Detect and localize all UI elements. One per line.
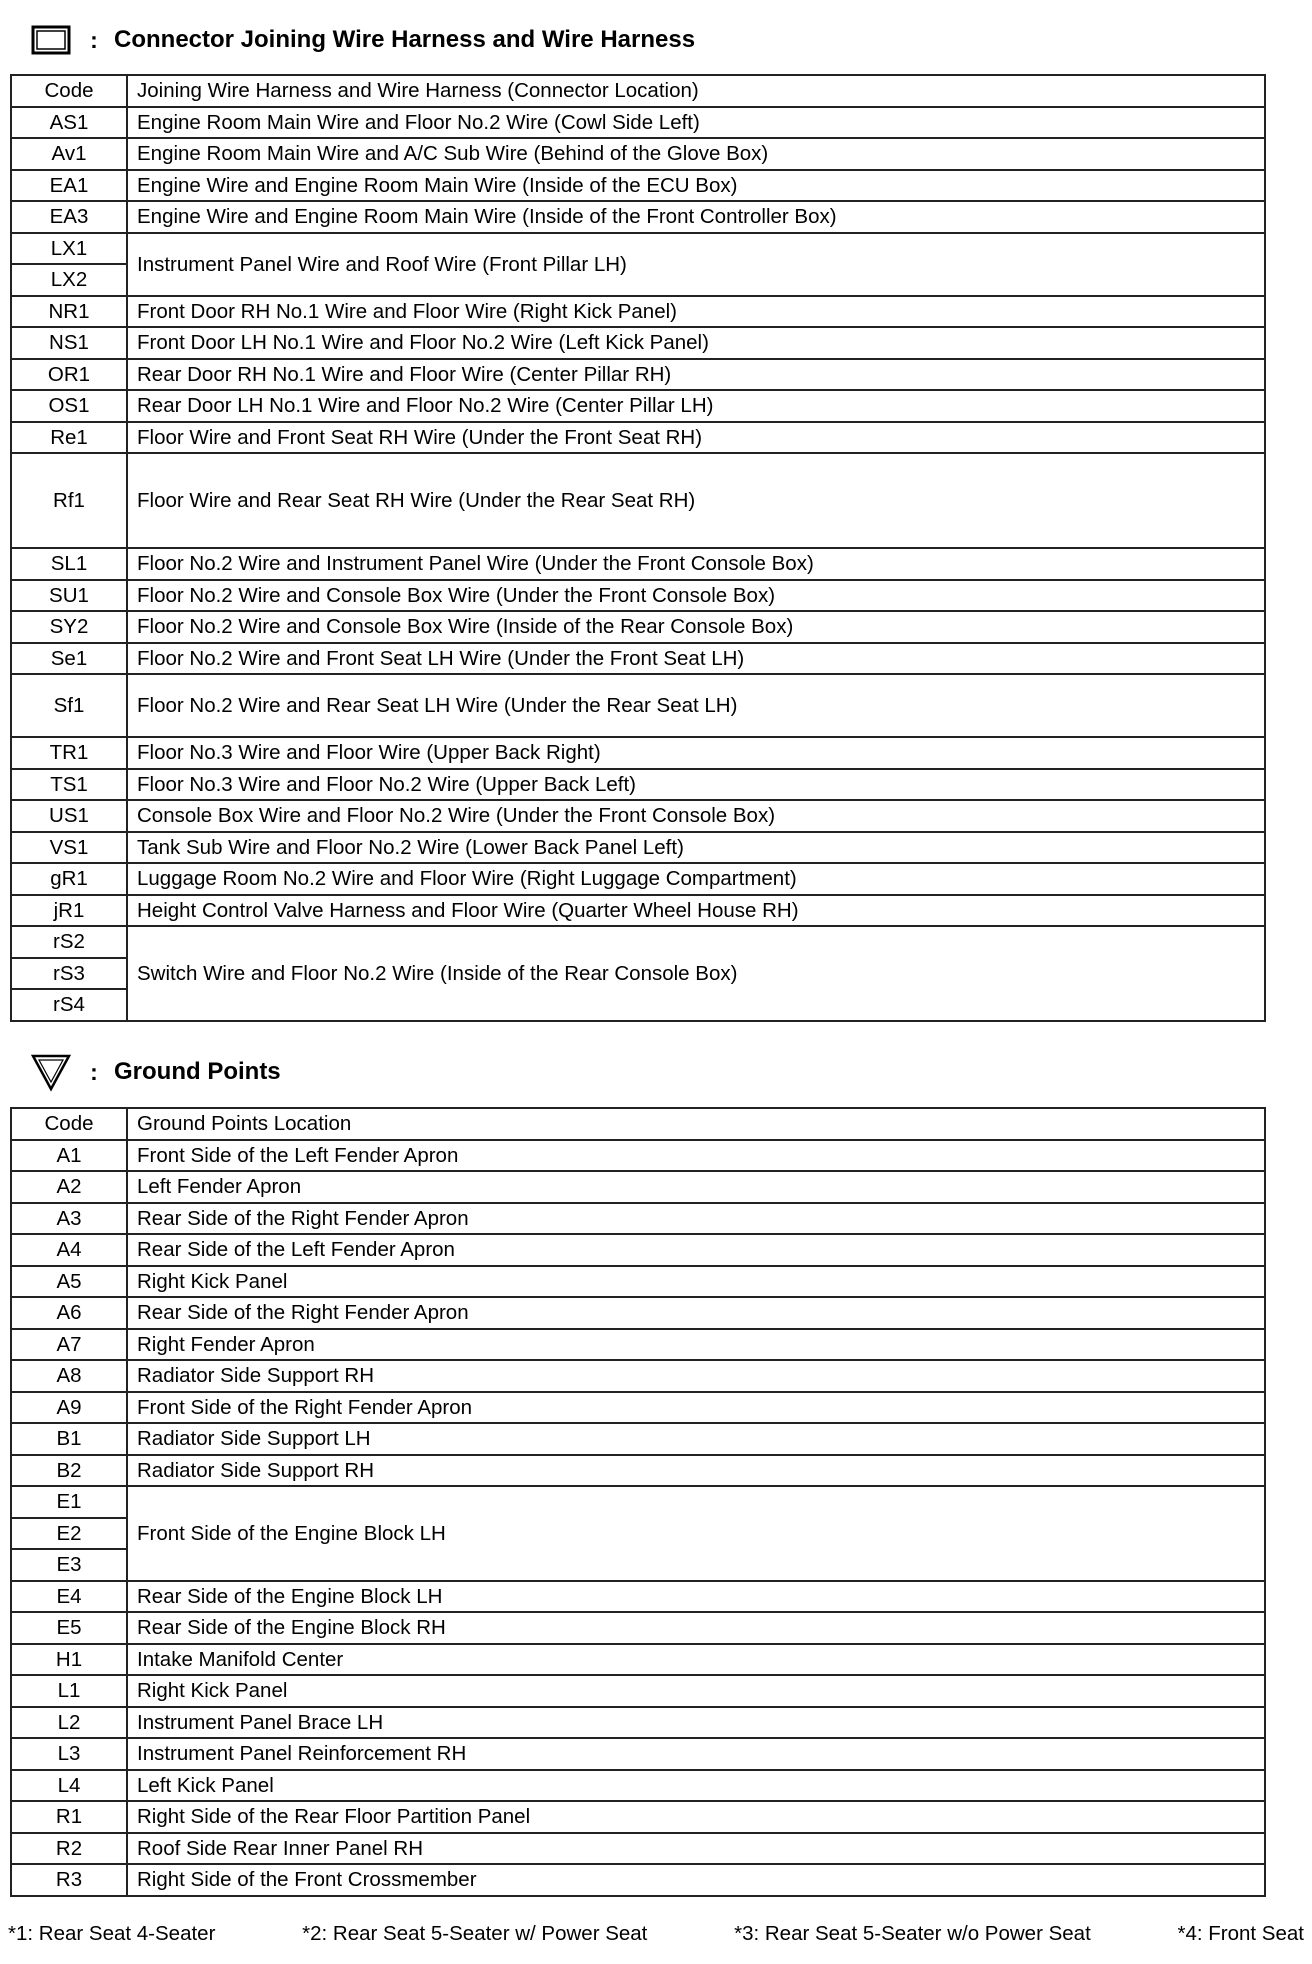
table-row <box>11 895 1265 927</box>
connector-section-heading <box>28 18 695 62</box>
row-location: Front Door LH No.1 Wire and Floor No.2 Wire (Left Kick Panel) <box>127 327 1265 359</box>
ground-colon: : <box>90 1058 98 1085</box>
row-location: Floor No.2 Wire and Rear Seat LH Wire (Under the Rear Seat LH) <box>127 674 1265 737</box>
row-location: Left Kick Panel <box>127 1770 1265 1802</box>
row-code: B2 <box>11 1455 127 1487</box>
footnotes <box>8 1922 1304 1946</box>
table-row <box>11 1801 1265 1833</box>
row-code: E4 <box>11 1581 127 1613</box>
table-row <box>11 1360 1265 1392</box>
table-row <box>11 1707 1265 1739</box>
table-row <box>11 1297 1265 1329</box>
row-location: Rear Side of the Right Fender Apron <box>127 1297 1265 1329</box>
table-row <box>11 390 1265 422</box>
row-code: A7 <box>11 1329 127 1361</box>
row-location: Floor Wire and Front Seat RH Wire (Under the Front Seat RH) <box>127 422 1265 454</box>
table-row <box>11 201 1265 233</box>
table-row <box>11 327 1265 359</box>
row-code: A9 <box>11 1392 127 1424</box>
row-location: Radiator Side Support RH <box>127 1455 1265 1487</box>
row-code: OS1 <box>11 390 127 422</box>
row-code: E1 <box>11 1486 127 1518</box>
row-code: R3 <box>11 1864 127 1896</box>
row-location: Instrument Panel Wire and Roof Wire (Front Pillar LH) <box>127 233 1265 296</box>
row-code: jR1 <box>11 895 127 927</box>
row-location: Front Door RH No.1 Wire and Floor Wire (Right Kick Panel) <box>127 296 1265 328</box>
code-column-header: Code <box>11 75 127 107</box>
table-row <box>11 1203 1265 1235</box>
table-row <box>11 296 1265 328</box>
row-code: L3 <box>11 1738 127 1770</box>
row-location: Console Box Wire and Floor No.2 Wire (Under the Front Console Box) <box>127 800 1265 832</box>
connector-section-title: Connector Joining Wire Harness and Wire Harness <box>114 26 696 53</box>
row-location: Floor Wire and Rear Seat RH Wire (Under the Rear Seat RH) <box>127 453 1265 548</box>
row-code: A2 <box>11 1171 127 1203</box>
code-column-header: Code <box>11 1108 127 1140</box>
table-row <box>11 863 1265 895</box>
row-location: Engine Room Main Wire and A/C Sub Wire (Behind of the Glove Box) <box>127 138 1265 170</box>
row-code: E2 <box>11 1518 127 1550</box>
table-row <box>11 1644 1265 1676</box>
row-location: Tank Sub Wire and Floor No.2 Wire (Lower Back Panel Left) <box>127 832 1265 864</box>
row-code: SY2 <box>11 611 127 643</box>
row-location: Rear Side of the Right Fender Apron <box>127 1203 1265 1235</box>
row-code: EA3 <box>11 201 127 233</box>
row-code: LX1 <box>11 233 127 265</box>
ground-triangle-icon <box>28 1052 74 1092</box>
row-location: Right Kick Panel <box>127 1675 1265 1707</box>
row-location: Roof Side Rear Inner Panel RH <box>127 1833 1265 1865</box>
table-row <box>11 138 1265 170</box>
row-location: Front Side of the Right Fender Apron <box>127 1392 1265 1424</box>
row-code: rS4 <box>11 989 127 1021</box>
row-code: E5 <box>11 1612 127 1644</box>
row-location: Rear Side of the Engine Block RH <box>127 1612 1265 1644</box>
table-row <box>11 1864 1265 1896</box>
table-row <box>11 359 1265 391</box>
row-location: Front Side of the Engine Block LH <box>127 1486 1265 1581</box>
row-code: Sf1 <box>11 674 127 737</box>
connector-table <box>10 74 1266 1022</box>
row-code: SU1 <box>11 580 127 612</box>
row-code: gR1 <box>11 863 127 895</box>
row-location: Floor No.2 Wire and Front Seat LH Wire (Under the Front Seat LH) <box>127 643 1265 675</box>
footnote: *4: Front Seat <box>1177 1922 1304 1945</box>
table-row <box>11 1234 1265 1266</box>
table-row <box>11 580 1265 612</box>
row-location: Right Side of the Rear Floor Partition Panel <box>127 1801 1265 1833</box>
location-column-header: Joining Wire Harness and Wire Harness (Connector Location) <box>127 75 1265 107</box>
table-row <box>11 1423 1265 1455</box>
row-code: Rf1 <box>11 453 127 548</box>
table-row <box>11 832 1265 864</box>
row-location: Floor No.2 Wire and Console Box Wire (Under the Front Console Box) <box>127 580 1265 612</box>
row-code: rS2 <box>11 926 127 958</box>
row-code: NS1 <box>11 327 127 359</box>
row-code: LX2 <box>11 264 127 296</box>
row-code: NR1 <box>11 296 127 328</box>
table-header-row <box>11 75 1265 107</box>
table-row <box>11 1738 1265 1770</box>
row-code: L1 <box>11 1675 127 1707</box>
table-row <box>11 233 1265 265</box>
table-row <box>11 643 1265 675</box>
row-location: Right Kick Panel <box>127 1266 1265 1298</box>
row-location: Height Control Valve Harness and Floor Wire (Quarter Wheel House RH) <box>127 895 1265 927</box>
table-header-row <box>11 1108 1265 1140</box>
row-code: L2 <box>11 1707 127 1739</box>
row-location: Luggage Room No.2 Wire and Floor Wire (Right Luggage Compartment) <box>127 863 1265 895</box>
row-location: Floor No.3 Wire and Floor No.2 Wire (Upper Back Left) <box>127 769 1265 801</box>
row-location: Rear Side of the Left Fender Apron <box>127 1234 1265 1266</box>
row-code: A3 <box>11 1203 127 1235</box>
table-row <box>11 1612 1265 1644</box>
row-location: Rear Door LH No.1 Wire and Floor No.2 Wire (Center Pillar LH) <box>127 390 1265 422</box>
row-location: Left Fender Apron <box>127 1171 1265 1203</box>
table-row <box>11 611 1265 643</box>
row-code: EA1 <box>11 170 127 202</box>
row-code: TR1 <box>11 737 127 769</box>
row-location: Radiator Side Support LH <box>127 1423 1265 1455</box>
row-location: Right Side of the Front Crossmember <box>127 1864 1265 1896</box>
row-code: A1 <box>11 1140 127 1172</box>
row-code: Se1 <box>11 643 127 675</box>
footnote: *2: Rear Seat 5-Seater w/ Power Seat <box>302 1922 648 1945</box>
table-row <box>11 926 1265 958</box>
table-row <box>11 1833 1265 1865</box>
row-code: E3 <box>11 1549 127 1581</box>
table-row <box>11 1770 1265 1802</box>
table-row <box>11 1675 1265 1707</box>
row-location: Floor No.3 Wire and Floor Wire (Upper Back Right) <box>127 737 1265 769</box>
table-row <box>11 1486 1265 1518</box>
row-location: Floor No.2 Wire and Instrument Panel Wire (Under the Front Console Box) <box>127 548 1265 580</box>
row-location: Rear Door RH No.1 Wire and Floor Wire (Center Pillar RH) <box>127 359 1265 391</box>
row-code: Av1 <box>11 138 127 170</box>
row-code: SL1 <box>11 548 127 580</box>
row-code: rS3 <box>11 958 127 990</box>
row-code: A5 <box>11 1266 127 1298</box>
ground-section-title: Ground Points <box>114 1058 281 1085</box>
table-row <box>11 1140 1265 1172</box>
connector-colon: : <box>90 26 98 53</box>
row-code: H1 <box>11 1644 127 1676</box>
location-column-header: Ground Points Location <box>127 1108 1265 1140</box>
ground-points-table <box>10 1107 1266 1897</box>
row-code: US1 <box>11 800 127 832</box>
table-row <box>11 1171 1265 1203</box>
row-code: OR1 <box>11 359 127 391</box>
row-location: Instrument Panel Reinforcement RH <box>127 1738 1265 1770</box>
row-location: Switch Wire and Floor No.2 Wire (Inside of the Rear Console Box) <box>127 926 1265 1021</box>
row-location: Floor No.2 Wire and Console Box Wire (Inside of the Rear Console Box) <box>127 611 1265 643</box>
table-row <box>11 1266 1265 1298</box>
table-row <box>11 170 1265 202</box>
table-row <box>11 1392 1265 1424</box>
table-row <box>11 769 1265 801</box>
table-row <box>11 737 1265 769</box>
row-location: Instrument Panel Brace LH <box>127 1707 1265 1739</box>
table-row <box>11 1455 1265 1487</box>
table-row <box>11 1329 1265 1361</box>
connector-square-icon <box>28 20 74 60</box>
table-row <box>11 107 1265 139</box>
row-code: Re1 <box>11 422 127 454</box>
row-code: VS1 <box>11 832 127 864</box>
row-code: AS1 <box>11 107 127 139</box>
row-location: Radiator Side Support RH <box>127 1360 1265 1392</box>
row-code: B1 <box>11 1423 127 1455</box>
row-code: R1 <box>11 1801 127 1833</box>
table-row <box>11 800 1265 832</box>
row-location: Right Fender Apron <box>127 1329 1265 1361</box>
row-location: Rear Side of the Engine Block LH <box>127 1581 1265 1613</box>
table-row <box>11 453 1265 548</box>
footnote: *3: Rear Seat 5-Seater w/o Power Seat <box>734 1922 1091 1945</box>
table-row <box>11 1581 1265 1613</box>
row-code: R2 <box>11 1833 127 1865</box>
row-code: TS1 <box>11 769 127 801</box>
row-code: A6 <box>11 1297 127 1329</box>
table-row <box>11 674 1265 737</box>
row-location: Engine Wire and Engine Room Main Wire (Inside of the ECU Box) <box>127 170 1265 202</box>
ground-section-heading <box>28 1050 281 1094</box>
row-code: L4 <box>11 1770 127 1802</box>
row-code: A8 <box>11 1360 127 1392</box>
row-code: A4 <box>11 1234 127 1266</box>
row-location: Engine Room Main Wire and Floor No.2 Wire (Cowl Side Left) <box>127 107 1265 139</box>
row-location: Intake Manifold Center <box>127 1644 1265 1676</box>
footnote: *1: Rear Seat 4-Seater <box>8 1922 216 1945</box>
table-row <box>11 548 1265 580</box>
table-row <box>11 422 1265 454</box>
row-location: Front Side of the Left Fender Apron <box>127 1140 1265 1172</box>
row-location: Engine Wire and Engine Room Main Wire (Inside of the Front Controller Box) <box>127 201 1265 233</box>
